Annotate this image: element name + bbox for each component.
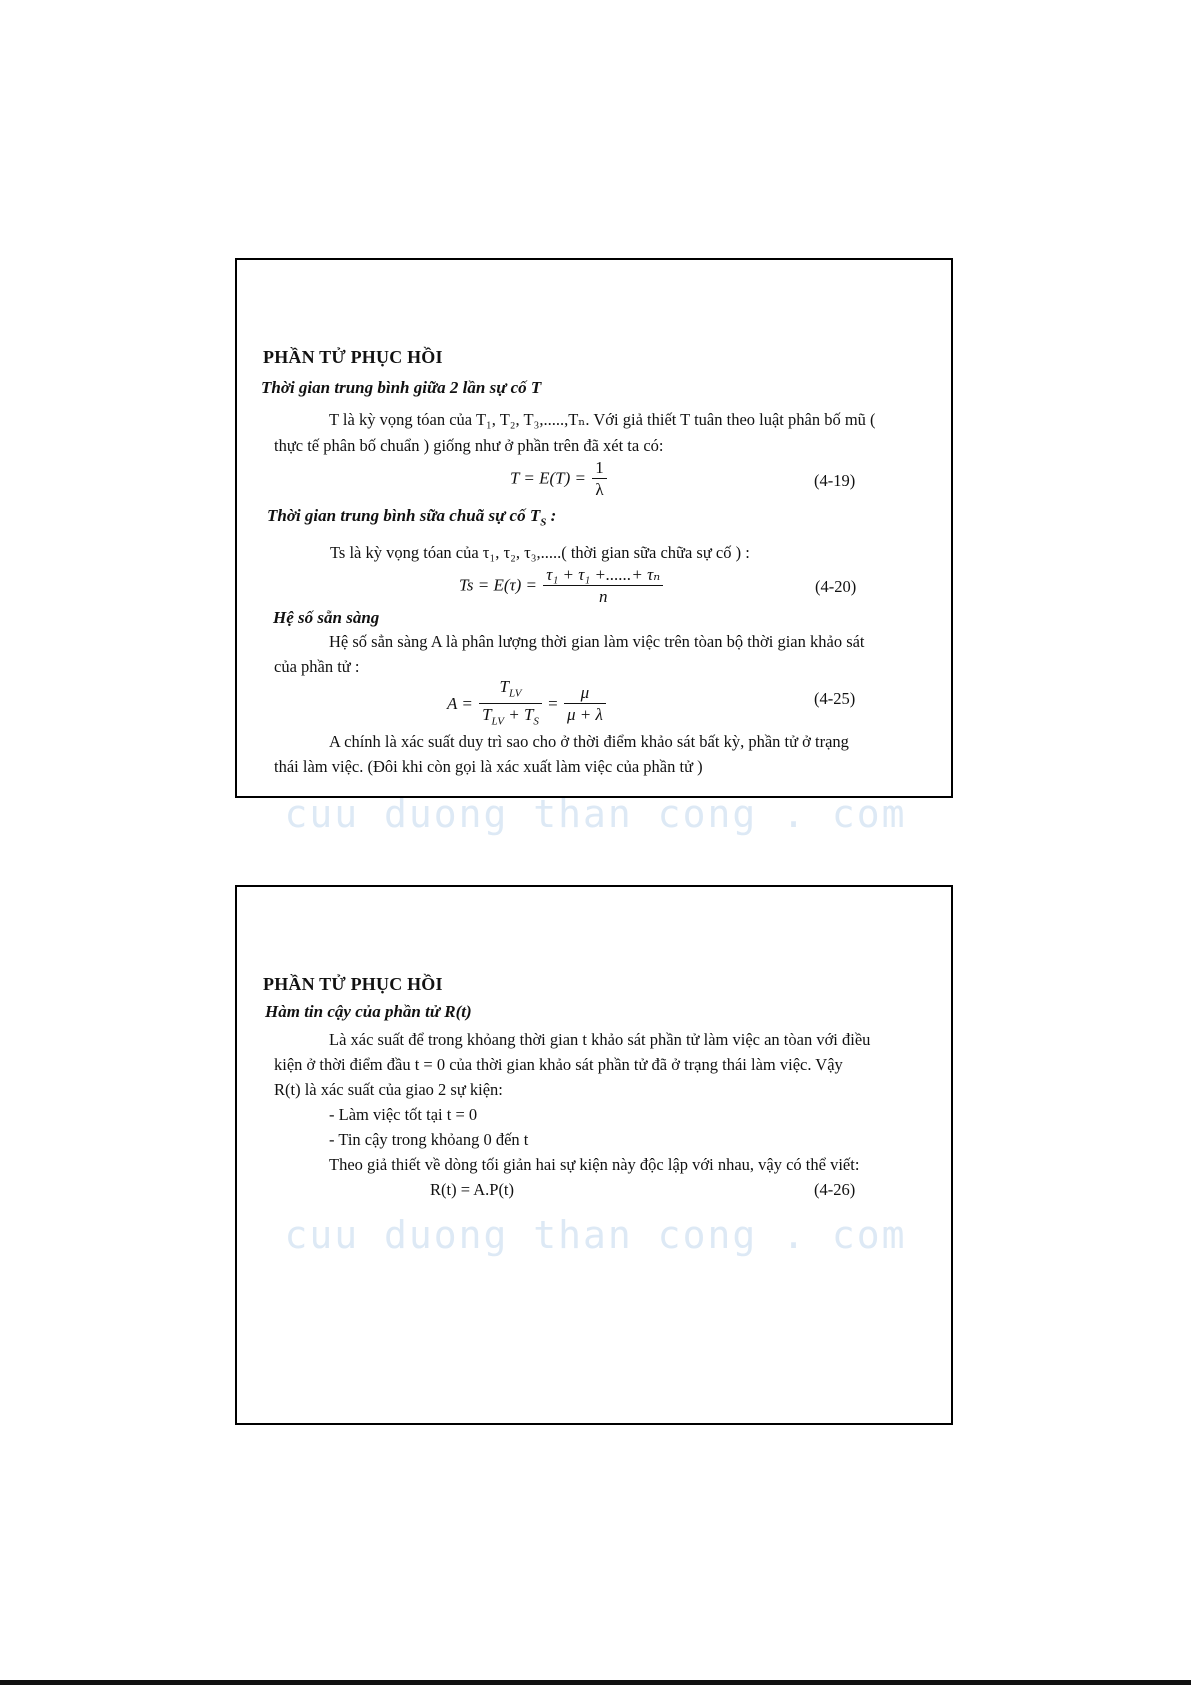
paragraph-line: của phần tử : xyxy=(274,657,360,676)
watermark: cuu duong than cong . com xyxy=(284,1213,907,1257)
fraction xyxy=(564,683,606,726)
equation-number: (4-26) xyxy=(814,1180,856,1199)
denominator: $T_{LV} + T_S$ xyxy=(482,705,539,728)
section-heading-reliability: Hàm tin cậy của phần tử R(t) xyxy=(265,1002,472,1021)
fraction xyxy=(592,458,607,501)
heading-tail: : xyxy=(546,506,557,525)
equation-lhs: T = E(T) = xyxy=(510,468,587,488)
bottom-edge-bar xyxy=(0,1680,1191,1685)
equation-number: (4-19) xyxy=(814,471,856,490)
paragraph-line: Hệ số sẳn sàng A là phân lượng thời gian làm việc trên tòan bộ thời gian khảo sát xyxy=(329,632,865,651)
paragraph-line: Ts là kỳ vọng tóan của τ₁, τ₂, τ₃,.....( thời gian sữa chữa sự cố ) : xyxy=(330,543,750,562)
denominator: μ + λ xyxy=(567,705,603,725)
watermark: cuu duong than cong . com xyxy=(284,792,907,836)
paragraph-line: Theo giả thiết về dòng tối giản hai sự kiện này độc lập với nhau, vậy có thể viết: xyxy=(329,1155,860,1174)
paragraph-line: thái làm việc. (Đôi khi còn gọi là xác xuất làm việc của phần tử ) xyxy=(274,757,703,776)
equation-lhs: A = xyxy=(447,693,473,713)
fraction xyxy=(479,677,542,733)
equation-4-19 xyxy=(510,458,609,501)
equation-4-26: R(t) = A.P(t) xyxy=(430,1180,515,1199)
fraction xyxy=(543,565,663,608)
numerator: 1 xyxy=(592,458,607,479)
denominator: n xyxy=(598,587,608,606)
section-heading-availability: Hệ số sẵn sàng xyxy=(273,608,380,627)
numerator: μ xyxy=(564,683,606,704)
bullet-item: - Tin cậy trong khỏang 0 đến t xyxy=(329,1130,529,1149)
heading-text: Thời gian trung bình sữa chuã sự cố T xyxy=(267,506,541,525)
equation-number: (4-20) xyxy=(815,577,857,596)
equation-4-25 xyxy=(447,677,608,733)
slide-title: PHẦN TỬ PHỤC HỒI xyxy=(263,347,443,367)
paragraph-line: R(t) là xác suất của giao 2 sự kiện: xyxy=(274,1080,503,1099)
numerator: τ₁ + τ₁ +......+ τₙ xyxy=(543,565,663,586)
paragraph-line: T là kỳ vọng tóan của T₁, T₂, T₃,.....,Tₙ. Với giả thiết T tuân theo luật phân bố mũ ( xyxy=(329,410,876,429)
paragraph-line: thực tế phân bố chuẩn ) giống như ở phần trên đã xét ta có: xyxy=(274,436,664,455)
paragraph-line: A chính là xác suất duy trì sao cho ở thời điểm khảo sát bất kỳ, phần tử ở trạng xyxy=(329,732,849,751)
numerator: $T_{LV}$ xyxy=(479,677,542,704)
paragraph-line: Là xác suất để trong khỏang thời gian t khảo sát phần tử làm việc an tòan với điều xyxy=(329,1030,871,1049)
section-heading-mttr xyxy=(267,506,556,528)
paragraph-line: kiện ở thời điểm đầu t = 0 của thời gian khảo sát phần tử đã ở trạng thái làm việc. Vậy xyxy=(274,1055,843,1074)
equation-lhs: Ts = E(τ) = xyxy=(459,575,537,595)
section-heading-mtbf: Thời gian trung bình giữa 2 lần sự cố T xyxy=(261,378,542,397)
bullet-item: - Làm việc tốt tại t = 0 xyxy=(329,1105,478,1124)
denominator: λ xyxy=(595,480,604,499)
slide-2 xyxy=(235,885,953,1425)
slide-title: PHẦN TỬ PHỤC HỒI xyxy=(263,974,443,994)
heading-subscript: S xyxy=(540,516,547,529)
equals-sign: = xyxy=(548,693,558,713)
equation-4-20 xyxy=(459,565,665,608)
equation-number: (4-25) xyxy=(814,689,856,708)
slide-1 xyxy=(235,258,953,798)
